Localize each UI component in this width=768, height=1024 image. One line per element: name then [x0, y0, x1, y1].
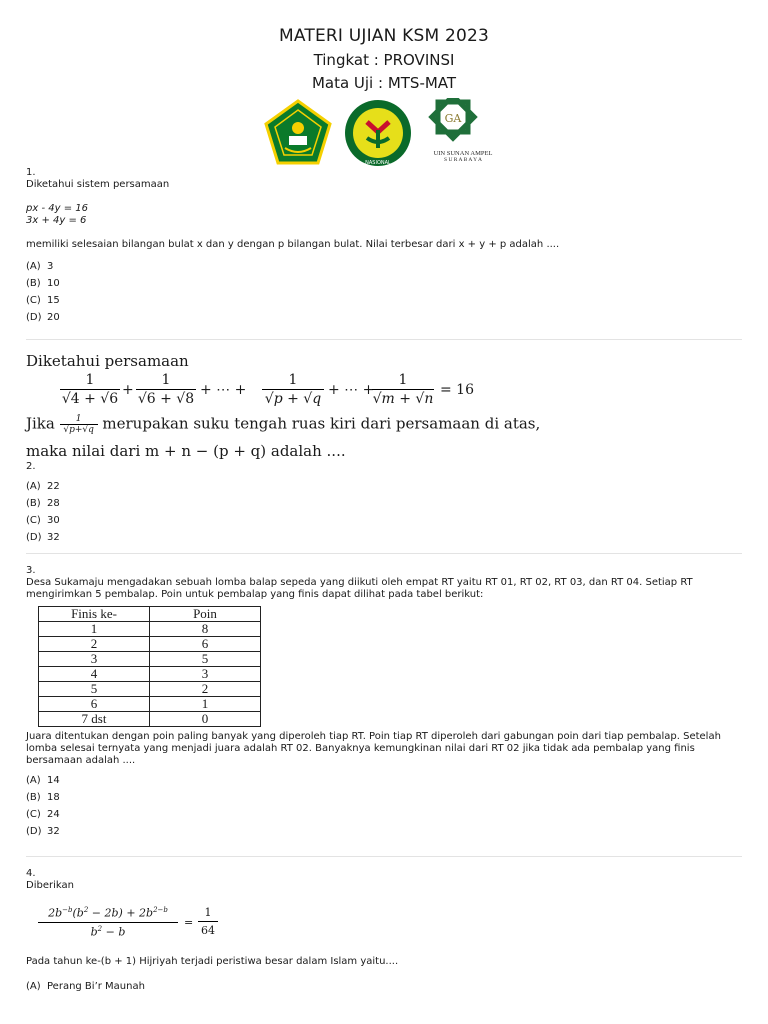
question-text: maka nilai dari m + n − (p + q) adalah ....: [26, 442, 346, 460]
question-number: 2.: [26, 461, 36, 472]
ksm-logo: [343, 98, 413, 168]
question-intro: Diketahui persamaan: [26, 352, 189, 370]
question-intro: Diketahui sistem persamaan: [26, 179, 170, 190]
option-c[interactable]: (C) 30: [26, 515, 60, 526]
uin-name: UIN SUNAN AMPEL: [433, 150, 493, 157]
uin-logo-text: [424, 150, 502, 164]
option-b[interactable]: (B) 18: [26, 792, 60, 803]
equation-1: px - 4y = 16: [26, 203, 88, 214]
logo-row: [0, 98, 768, 170]
option-d[interactable]: (D) 32: [26, 826, 60, 837]
option-d[interactable]: (D) 32: [26, 532, 60, 543]
option-list: [26, 258, 744, 326]
divider: [26, 553, 742, 554]
subject-label: Mata Uji : MTS-MAT: [311, 74, 457, 92]
option-a[interactable]: (A) 3: [26, 261, 54, 272]
points-table: [38, 606, 261, 727]
ksm-logo-bottom-text: NASIONAL: [365, 160, 391, 166]
question-3: [26, 565, 744, 840]
sum-equation: 1 √4 + √6 + 1 √6 + √8 + ⋯ + 1 √p + √q + ⋯ + 1 √m + √n = 16: [61, 372, 474, 407]
table-row: 2 6: [39, 637, 261, 652]
question-number: 1.: [26, 167, 36, 178]
table-row: 5 2: [39, 682, 261, 697]
question-number: 3.: [26, 565, 36, 576]
question-text: Pada tahun ke-(b + 1) Hijriyah terjadi peristiwa besar dalam Islam yaitu....: [26, 956, 399, 967]
uin-city: S U R A B A Y A: [444, 157, 482, 163]
option-b[interactable]: (B) 10: [26, 278, 60, 289]
option-d[interactable]: (D) 20: [26, 312, 60, 323]
question-2: [26, 461, 744, 546]
table-row: 1 8: [39, 622, 261, 637]
table-header: Poin: [150, 607, 261, 622]
divider: [26, 856, 742, 857]
question-1: [26, 167, 744, 326]
level-label: Tingkat : PROVINSI: [313, 51, 455, 69]
option-b[interactable]: (B) 28: [26, 498, 60, 509]
condition-line: Jika 1 √p+√q merupakan suku tengah ruas kiri dari persamaan di atas,: [26, 414, 541, 435]
option-list: [26, 478, 744, 546]
equation-2: 3x + 4y = 6: [26, 215, 87, 226]
question-number: 4.: [26, 868, 36, 879]
option-c[interactable]: (C) 15: [26, 295, 60, 306]
divider: [26, 339, 742, 340]
question-4: [26, 868, 744, 995]
option-a[interactable]: (A) 14: [26, 775, 60, 786]
kemenag-logo: [263, 98, 333, 168]
question-intro: Diberikan: [26, 880, 74, 891]
uin-logo: [426, 98, 496, 146]
option-a[interactable]: (A) 22: [26, 481, 60, 492]
equation-rhs: = 16: [440, 382, 474, 398]
question-text: memiliki selesaian bilangan bulat x dan y dengan p bilangan bulat. Nilai terbesar dari x + y + p adalah ....: [26, 239, 560, 250]
option-a[interactable]: (A) Perang Bi’r Maunah: [26, 981, 145, 992]
table-header-row: [39, 607, 261, 622]
option-list: [26, 772, 744, 840]
table-row: 3 5: [39, 652, 261, 667]
table-row: 6 1: [39, 697, 261, 712]
document-title: MATERI UJIAN KSM 2023: [278, 26, 490, 46]
table-header: Finis ke-: [39, 607, 150, 622]
option-c[interactable]: (C) 24: [26, 809, 60, 820]
question-text-2: Juara ditentukan dengan poin paling banyak yang diperoleh tiap RT. Poin tiap RT diperoleh dari gabungan poin dari tiap pembalap. Setelah lomba selesai ternyata yang menjadi juara adalah RT 02. Banyaknya kemungkinan nilai dari RT 02 jika tidak ada pembalap yang finis bersamaan adalah ....: [26, 731, 721, 766]
document-header: [0, 24, 768, 92]
jika-label: Jika: [26, 414, 55, 433]
table-row: 7 dst 0: [39, 712, 261, 727]
table-row: 4 3: [39, 667, 261, 682]
svg-text:GA: GA: [444, 112, 462, 125]
exponent-equation: $2b^{-b}(b^2 - 2b) + 2b^{2-b}$ $b^2 - b$ = 1 64: [38, 906, 744, 946]
question-2-image: [26, 352, 744, 460]
question-text: Desa Sukamaju mengadakan sebuah lomba balap sepeda yang diikuti oleh empat RT yaitu RT 01, RT 02, RT 03, dan RT 04. Setiap RT mengirimkan 5 pembalap. Poin untuk pembalap yang finis dapat dilihat pada tabel berikut:: [26, 577, 693, 600]
option-list: [26, 978, 744, 995]
condition-text: merupakan suku tengah ruas kiri dari persamaan di atas,: [102, 414, 541, 433]
